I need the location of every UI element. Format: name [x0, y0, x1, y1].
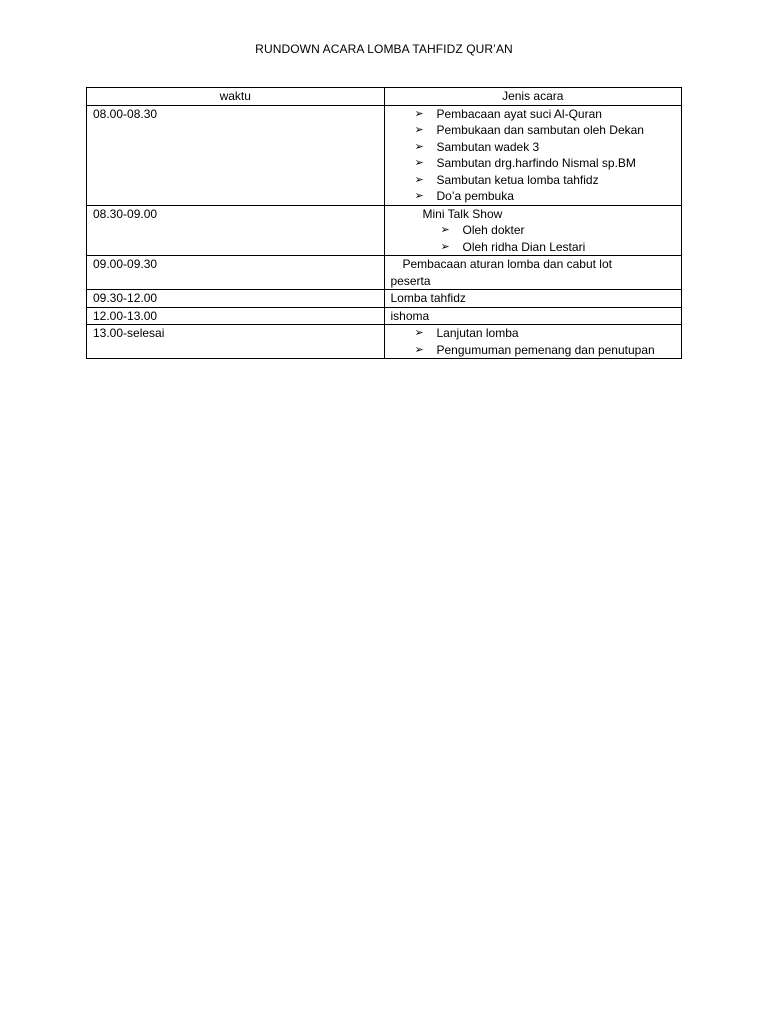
- header-activity: Jenis acara: [384, 88, 682, 106]
- arrow-bullet-icon: ➢: [414, 343, 424, 356]
- activity-text-line1: Pembacaan aturan lomba dan cabut lot: [402, 257, 612, 271]
- activity-list: [391, 106, 676, 205]
- table-row: [87, 307, 682, 325]
- time-cell: 13.00-selesai: [87, 325, 385, 359]
- activity-heading: Mini Talk Show: [422, 206, 503, 221]
- list-item: ➢ Pembukaan dan sambutan oleh Dekan: [414, 123, 644, 137]
- activity-list: [391, 325, 676, 358]
- table-row: [87, 205, 682, 256]
- list-item: ➢ Sambutan ketua lomba tahfidz: [414, 172, 599, 187]
- table-row: [87, 325, 682, 359]
- arrow-bullet-icon: ➢: [414, 140, 424, 153]
- activity-text-line2: peserta: [390, 273, 431, 288]
- activity-cell: Lomba tahfidz: [384, 290, 682, 308]
- arrow-bullet-icon: ➢: [414, 107, 424, 120]
- list-item: ➢ Sambutan drg.harfindo Nismal sp.BM: [414, 156, 636, 170]
- arrow-bullet-icon: ➢: [414, 124, 424, 136]
- activity-list: [391, 222, 676, 255]
- activity-cell: [384, 105, 682, 205]
- table-header-row: [87, 88, 682, 106]
- header-time: waktu: [87, 88, 385, 106]
- list-item: ➢ Pengumuman pemenang dan penutupan: [414, 342, 655, 357]
- list-item: ➢ Lanjutan lomba: [414, 326, 519, 340]
- list-item: ➢ Pembacaan ayat suci Al-Quran: [414, 106, 602, 121]
- rundown-table: [86, 87, 682, 359]
- list-item: ➢ Oleh dokter: [440, 223, 525, 237]
- list-item: ➢ Do’a pembuka: [414, 189, 514, 203]
- table-row: [87, 256, 682, 290]
- time-cell: 09.00-09.30: [87, 256, 385, 290]
- time-cell: 08.30-09.00: [87, 205, 385, 256]
- time-cell: 09.30-12.00: [87, 290, 385, 308]
- time-cell: 12.00-13.00: [87, 307, 385, 325]
- activity-cell: ishoma: [384, 307, 682, 325]
- time-cell: 08.00-08.30: [87, 105, 385, 205]
- activity-cell: [384, 205, 682, 256]
- document-title: RUNDOWN ACARA LOMBA TAHFIDZ QUR’AN: [255, 42, 513, 56]
- list-item: ➢ Sambutan wadek 3: [414, 139, 540, 154]
- table-row: [87, 105, 682, 205]
- arrow-bullet-icon: ➢: [414, 327, 424, 339]
- activity-cell: [384, 325, 682, 359]
- arrow-bullet-icon: ➢: [414, 157, 424, 169]
- arrow-bullet-icon: ➢: [414, 173, 424, 186]
- table-row: [87, 290, 682, 308]
- list-item: ➢ Oleh ridha Dian Lestari: [440, 239, 586, 254]
- arrow-bullet-icon: ➢: [440, 240, 450, 253]
- arrow-bullet-icon: ➢: [440, 224, 450, 236]
- activity-cell: [384, 256, 682, 290]
- arrow-bullet-icon: ➢: [414, 190, 424, 202]
